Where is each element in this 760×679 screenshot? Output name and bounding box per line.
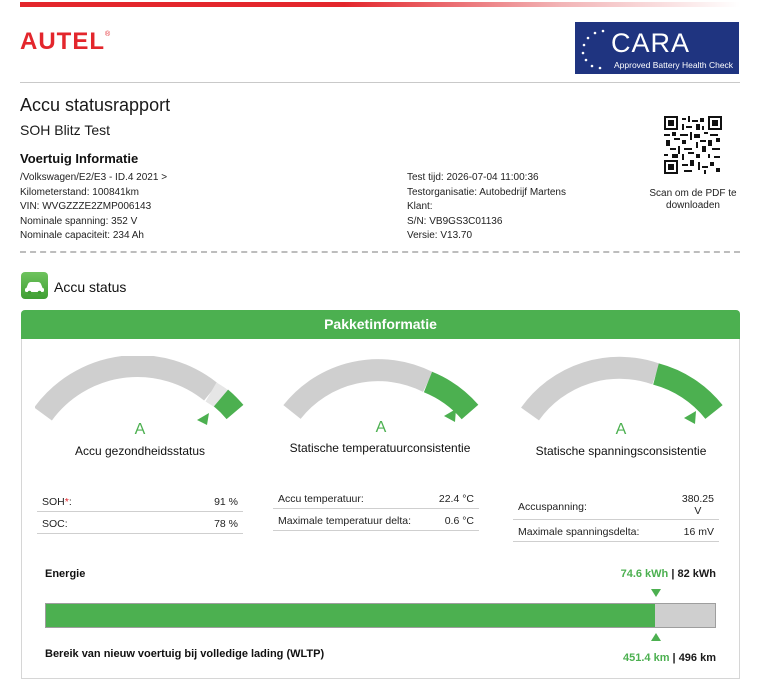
table-row bbox=[37, 513, 243, 534]
range-label: Bereik van nieuw voertuig bij volledige lading (WLTP) bbox=[45, 648, 325, 660]
cara-badge bbox=[575, 22, 739, 74]
version: Versie: V13.70 bbox=[407, 230, 473, 241]
vehicle-path: /Volkswagen/E2/E3 - ID.4 2021 > bbox=[20, 172, 168, 183]
vehicle-info-heading: Voertuig Informatie bbox=[20, 151, 139, 166]
table-row bbox=[37, 491, 243, 512]
test-info bbox=[407, 171, 566, 244]
voltage-gauge-title: Statische spanningsconsistentie bbox=[535, 444, 707, 458]
battery-status-label: Accu status bbox=[54, 279, 127, 295]
package-info-header: Pakketinformatie bbox=[21, 310, 740, 339]
section-divider bbox=[20, 251, 740, 253]
soc-label: SOC: bbox=[42, 518, 68, 530]
temperature-grade: A bbox=[375, 419, 387, 436]
battery-temp-value: 22.4 °C bbox=[438, 493, 474, 505]
cara-title: CARA bbox=[611, 28, 691, 58]
max-temp-delta-value: 0.6 °C bbox=[444, 515, 474, 527]
qr-caption: Scan om de PDF te downloaden bbox=[649, 188, 737, 211]
serial-number: S/N: VB9GS3C01136 bbox=[407, 215, 503, 227]
energy-bar bbox=[45, 603, 716, 628]
top-accent-bar bbox=[20, 2, 740, 7]
nominal-voltage: Nominale spanning: 352 V bbox=[20, 215, 138, 227]
health-gauge-title: Accu gezondheidsstatus bbox=[74, 444, 206, 458]
range-value: 451.4 km | 496 km bbox=[623, 652, 716, 664]
eu-stars-icon bbox=[579, 26, 615, 70]
header-divider bbox=[20, 82, 740, 83]
vin: VIN: WVGZZZE2ZMP006143 bbox=[20, 201, 152, 212]
cara-subtitle: Approved Battery Health Check bbox=[614, 60, 734, 70]
energy-marker-top bbox=[651, 589, 661, 597]
temperature-gauge-title: Statische temperatuurconsistentie bbox=[289, 441, 471, 455]
max-temp-delta-label: Maximale temperatuur delta: bbox=[278, 515, 412, 527]
table-row bbox=[273, 510, 479, 531]
table-row bbox=[273, 488, 479, 509]
battery-voltage-label: Accuspanning: bbox=[518, 501, 587, 513]
battery-car-icon bbox=[21, 272, 48, 299]
odometer: Kilometerstand: 100841km bbox=[20, 186, 139, 198]
energy-value: 74.6 kWh | 82 kWh bbox=[620, 568, 716, 580]
vehicle-info-left bbox=[20, 171, 167, 244]
autel-logo: AUTEL® bbox=[20, 28, 112, 55]
table-row bbox=[513, 490, 719, 520]
health-grade: A bbox=[134, 421, 146, 438]
energy-marker-bottom bbox=[651, 633, 661, 641]
battery-temp-label: Accu temperatuur: bbox=[278, 493, 364, 505]
nominal-capacity: Nominale capaciteit: 234 Ah bbox=[20, 230, 144, 241]
qr-code-icon[interactable] bbox=[664, 116, 722, 174]
table-row bbox=[513, 521, 719, 542]
soh-value: 91 % bbox=[214, 496, 238, 508]
energy-bar-fill bbox=[46, 604, 655, 627]
test-organization: Testorganisatie: Autobedrijf Martens bbox=[407, 186, 566, 198]
max-voltage-delta-label: Maximale spanningsdelta: bbox=[518, 526, 640, 538]
max-voltage-delta-value: 16 mV bbox=[683, 526, 714, 538]
battery-voltage-value: 380.25 V bbox=[681, 493, 714, 517]
soh-label: SOH*: bbox=[42, 496, 72, 508]
soc-value: 78 % bbox=[214, 518, 238, 530]
report-title: Accu statusrapport bbox=[20, 95, 171, 115]
customer: Klant: bbox=[407, 201, 433, 212]
energy-label: Energie bbox=[45, 568, 86, 580]
report-subtitle: SOH Blitz Test bbox=[20, 122, 110, 138]
voltage-grade: A bbox=[615, 421, 627, 438]
test-time: Test tijd: 2026-07-04 11:00:36 bbox=[407, 172, 539, 183]
